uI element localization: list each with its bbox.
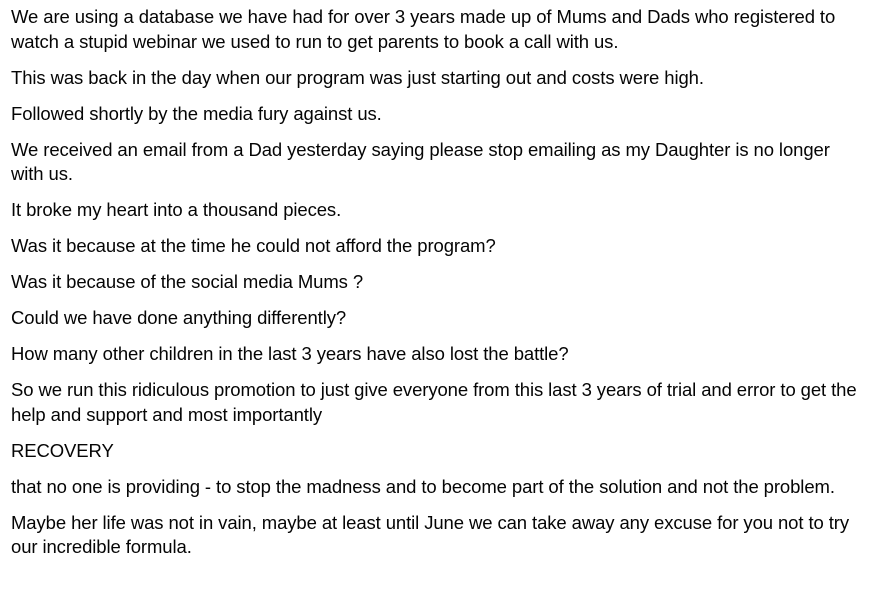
post-paragraph: This was back in the day when our program was just starting out and costs were high. — [11, 66, 704, 88]
post-paragraph: We received an email from a Dad yesterday saying please stop emailing as my Daughter is no longer with us. — [11, 138, 830, 184]
post-paragraph: Was it because at the time he could not afford the program? — [11, 235, 496, 256]
post-paragraph: Followed shortly by the media fury against us. — [11, 102, 382, 124]
post-paragraph: Maybe her life was not in vain, maybe at least until June we can take away any excuse for you not to try our incredible formula. — [11, 511, 849, 557]
post-paragraph: that no one is providing - to stop the madness and to become part of the solution and not the problem. — [11, 475, 835, 497]
post-paragraph: Could we have done anything differently? — [11, 307, 347, 328]
post-paragraph: So we run this ridiculous promotion to just give everyone from this last 3 years of trial and error to get the help and support and most importantly — [11, 379, 857, 425]
post-paragraph: RECOVERY — [11, 439, 114, 461]
post-paragraph: It broke my heart into a thousand pieces. — [11, 199, 342, 220]
post-paragraph: We are using a database we have had for over 3 years made up of Mums and Dads who registered to watch a stupid webinar we used to run to get parents to book a call with us. — [11, 6, 836, 52]
post-paragraph: How many other children in the last 3 years have also lost the battle? — [11, 343, 569, 364]
post-paragraph: Was it because of the social media Mums ? — [11, 271, 364, 292]
